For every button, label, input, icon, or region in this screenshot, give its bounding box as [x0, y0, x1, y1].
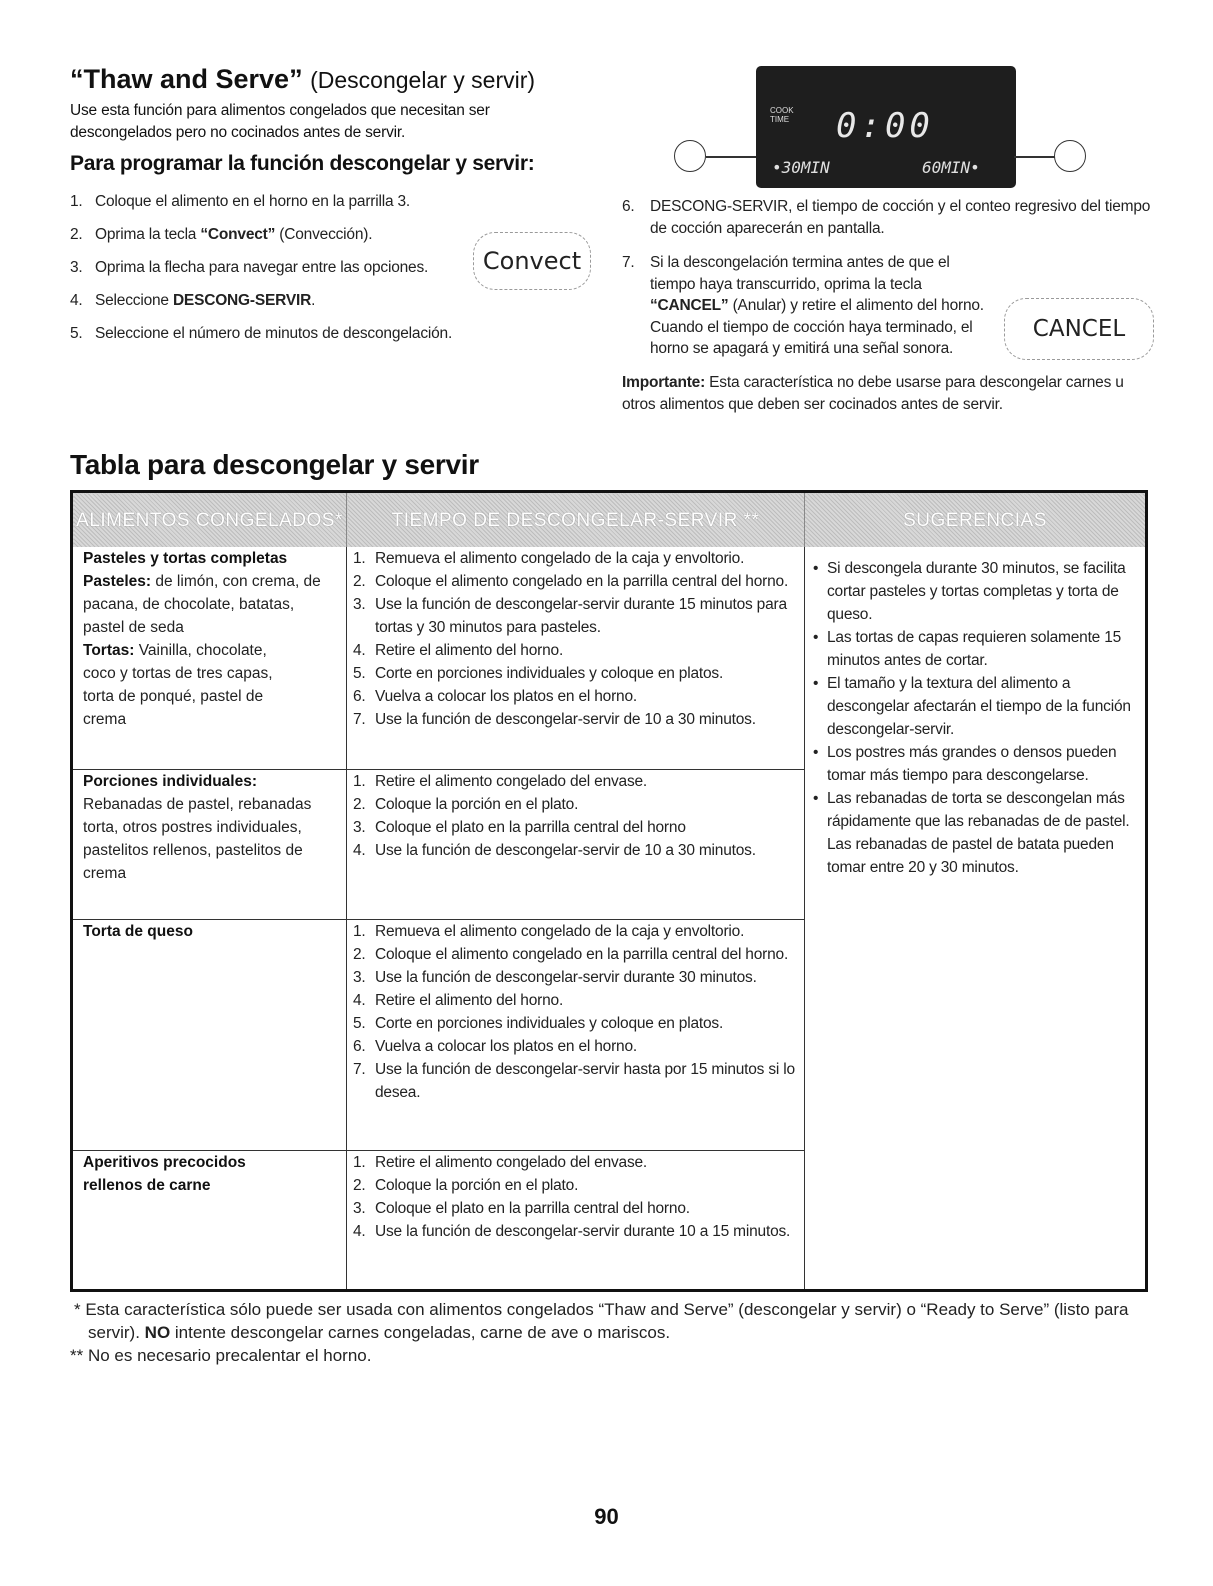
food-cell: Torta de queso	[72, 919, 347, 1150]
subheading: Para programar la función descongelar y servir:	[70, 152, 535, 175]
title-spanish: (Descongelar y servir)	[310, 67, 536, 93]
steps-cell: 1. Remueva el alimento congelado de la caja y envoltorio. 2. Coloque el alimento congelado en la parrilla central del horno. 3. Use la función de descongelar-servir durante 30 minutos. 4. Retire el alimento del horno. 5. Corte en porciones individuales y coloque en platos. 6. Vuelva a colocar los platos en el horno. 7. Use la función de descongelar-servir hasta por 15 minutos si lo desea.	[347, 919, 805, 1150]
suggestions-cell	[805, 547, 1147, 1290]
table-title: Tabla para descongelar y servir	[70, 449, 479, 480]
step-item: 2. Oprima la tecla “Convect” (Convección).	[70, 226, 373, 243]
display-60min: 60MIN•	[922, 158, 980, 177]
connector-line	[706, 156, 758, 158]
important-label: Importante:	[622, 374, 706, 391]
step-item: 4. Seleccione DESCONG-SERVIR.	[70, 292, 316, 309]
list-item: • Las tortas de capas requieren solamente 15 minutos antes de cortar.	[813, 626, 1137, 672]
food-cell: Aperitivos precocidos rellenos de carne	[72, 1150, 347, 1290]
header-frozen-foods: ALIMENTOS CONGELADOS*	[72, 492, 347, 548]
step-item: 6. DESCONG-SERVIR, el tiempo de cocción y el conteo regresivo del tiempo de cocción aparecerán en pantalla.	[622, 198, 1151, 237]
steps-cell: 1. Remueva el alimento congelado de la caja y envoltorio. 2. Coloque el alimento congelado en la parrilla central del horno. 3. Use la función de descongelar-servir durante 15 minutos para tortas y 30 minutos para pasteles. 4. Retire el alimento del horno. 5. Corte en porciones individuales y coloque en platos. 6. Vuelva a colocar los platos en el horno. 7. Use la función de descongelar-servir de 10 a 30 minutos.	[347, 547, 805, 769]
title-english: “Thaw and Serve”	[70, 64, 303, 94]
important-note: Importante: Esta característica no debe usarse para descongelar carnes u otros alimentos que deben ser cocinados antes de servir.	[622, 374, 1124, 413]
header-thaw-time: TIEMPO DE DESCONGELAR-SERVIR **	[347, 492, 805, 548]
connector-line	[1014, 156, 1056, 158]
table-row	[72, 547, 1147, 769]
list-item: • El tamaño y la textura del alimento a descongelar afectarán el tiempo de la función descongelar-servir.	[813, 672, 1137, 741]
steps-cell: 1. Retire el alimento congelado del envase. 2. Coloque la porción en el plato. 3. Coloque el plato en la parrilla central del horno. 4. Use la función de descongelar-servir durante 10 a 15 minutos.	[347, 1150, 805, 1290]
steps-cell: 1. Retire el alimento congelado del envase. 2. Coloque la porción en el plato. 3. Coloque el plato en la parrilla central del horno 4. Use la función de descongelar-servir de 10 a 30 minutos.	[347, 769, 805, 919]
display-panel	[756, 66, 1016, 188]
list-item: • Las rebanadas de torta se descongelan más rápidamente que las rebanadas de de pastel. Las rebanadas de pastel de batata pueden tomar entre 20 y 30 minutos.	[813, 787, 1137, 879]
footnotes	[70, 1298, 1160, 1367]
page-number: 90	[594, 1504, 619, 1529]
display-time: 0:00	[836, 106, 934, 146]
convect-key-illustration: Convect	[473, 232, 591, 290]
knob-left-icon	[674, 140, 706, 172]
step-item: 5. Seleccione el número de minutos de descongelación.	[70, 325, 453, 342]
step-item: 3. Oprima la flecha para navegar entre las opciones.	[70, 259, 429, 276]
cook-time-label: COOK TIME	[770, 106, 794, 124]
thaw-serve-table	[70, 490, 1148, 1586]
list-item: • Si descongela durante 30 minutos, se facilita cortar pasteles y tortas completas y torta de queso.	[813, 557, 1137, 626]
food-cell: Pasteles y tortas completas Pasteles: de limón, con crema, de pacana, de chocolate, batatas, pastel de seda Tortas: Vainilla, chocolate, coco y tortas de tres capas, torta de ponqué, pastel de crema	[72, 547, 347, 769]
step-item: 1. Coloque el alimento en el horno en la parrilla 3.	[70, 193, 411, 210]
oven-display-illustration	[664, 60, 1094, 200]
header-suggestions: SUGERENCIAS	[805, 492, 1147, 548]
cancel-key-illustration: CANCEL	[1004, 298, 1154, 360]
footnote-2: ** No es necesario precalentar el horno.	[70, 1346, 372, 1365]
food-cell: Porciones individuales: Rebanadas de pastel, rebanadas torta, otros postres individuales, pastelitos rellenos, pastelitos de crema	[72, 769, 347, 919]
display-30min: •30MIN	[772, 158, 830, 177]
page-title	[70, 62, 535, 97]
list-item: • Los postres más grandes o densos pueden tomar más tiempo para descongelarse.	[813, 741, 1137, 787]
footnote-1: * Esta característica sólo puede ser usada con alimentos congelados “Thaw and Serve” (descongelar y servir) o “Ready to Serve” (listo para servir). NO intente descongelar carnes congeladas, carne de ave o mariscos.	[74, 1300, 1129, 1342]
knob-right-icon	[1054, 140, 1086, 172]
step-item: 7. Si la descongelación termina antes de que el tiempo haya transcurrido, oprima la tecla “CANCEL” (Anular) y retire el alimento del horno. Cuando el tiempo de cocción haya terminado, el horno se apagará y emitirá una señal sonora.	[622, 254, 984, 357]
intro-text: Use esta función para alimentos congelados que necesitan ser descongelados pero no cocinados antes de servir.	[70, 102, 490, 141]
